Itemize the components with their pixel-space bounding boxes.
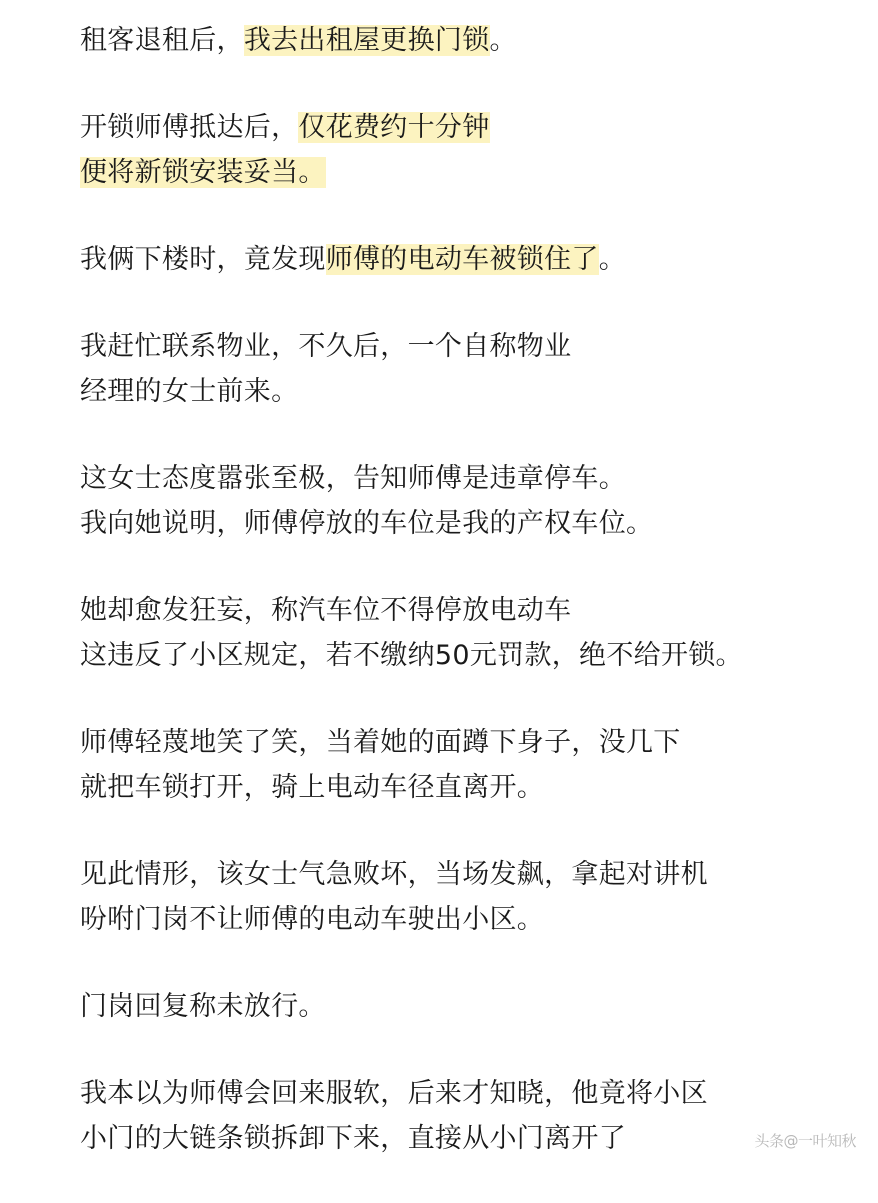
- text-segment: 师傅轻蔑地笑了笑，当着她的面蹲下身子，没几下: [80, 727, 681, 758]
- paragraph: [80, 588, 860, 678]
- text-segment: 她却愈发狂妄，称汽车位不得停放电动车: [80, 595, 572, 626]
- article-body: [80, 18, 860, 1203]
- text-segment: 。: [489, 25, 517, 56]
- highlighted-text: 师傅的电动车被锁住了: [325, 244, 599, 275]
- text-line: [80, 237, 860, 282]
- highlighted-text: 仅花费约十分钟: [298, 112, 490, 143]
- text-segment: 。: [598, 244, 627, 275]
- paragraph: [80, 456, 860, 546]
- text-line: [80, 501, 860, 546]
- text-segment: 我赶忙联系物业，不久后，一个自称物业: [80, 331, 572, 362]
- text-line: [80, 324, 860, 369]
- watermark-text: 头条@一叶知秋: [754, 1132, 856, 1150]
- text-segment: 这女士态度嚣张至极，告知师傅是违章停车。: [80, 463, 626, 494]
- paragraph: [80, 984, 860, 1029]
- text-line: [80, 720, 860, 765]
- text-line: [80, 984, 860, 1029]
- paragraph: [80, 1071, 860, 1161]
- text-line: [80, 852, 860, 897]
- paragraph: [80, 324, 860, 414]
- text-line: [80, 105, 860, 150]
- text-line: [80, 369, 860, 414]
- text-line: [80, 633, 860, 678]
- paragraph: [80, 105, 860, 195]
- text-segment: 小门的大链条锁拆卸下来，直接从小门离开了: [80, 1123, 626, 1154]
- text-line: [80, 1071, 860, 1116]
- text-segment: 我向她说明，师傅停放的车位是我的产权车位。: [80, 508, 654, 539]
- text-segment: 我本以为师傅会回来服软，后来才知晓，他竟将小区: [80, 1078, 708, 1109]
- paragraph: [80, 18, 860, 63]
- text-line: [80, 1116, 860, 1161]
- text-line: [80, 150, 860, 195]
- paragraph: [80, 852, 860, 942]
- text-line: [80, 456, 860, 501]
- text-segment: 我俩下楼时，竟发现: [80, 244, 326, 275]
- text-segment: 租客退租后，: [80, 25, 244, 56]
- text-segment: 这违反了小区规定，若不缴纳50元罚款，绝不给开锁。: [80, 640, 743, 671]
- paragraph: [80, 720, 860, 810]
- text-line: [80, 588, 860, 633]
- text-segment: 开锁师傅抵达后，: [80, 112, 299, 143]
- text-line: [80, 765, 860, 810]
- text-segment: 见此情形，该女士气急败坏，当场发飙，拿起对讲机: [80, 859, 708, 890]
- highlighted-text: 便将新锁安装妥当。: [80, 157, 326, 188]
- text-line: [80, 897, 860, 942]
- text-segment: 经理的女士前来。: [80, 376, 299, 407]
- text-segment: 门岗回复称未放行。: [80, 991, 326, 1022]
- text-segment: 吩咐门岗不让师傅的电动车驶出小区。: [80, 904, 545, 935]
- watermark-logo: [754, 1130, 856, 1151]
- text-segment: 就把车锁打开，骑上电动车径直离开。: [80, 772, 545, 803]
- text-line: [80, 18, 860, 63]
- highlighted-text: 我去出租屋更换门锁: [243, 25, 490, 56]
- paragraph: [80, 237, 860, 282]
